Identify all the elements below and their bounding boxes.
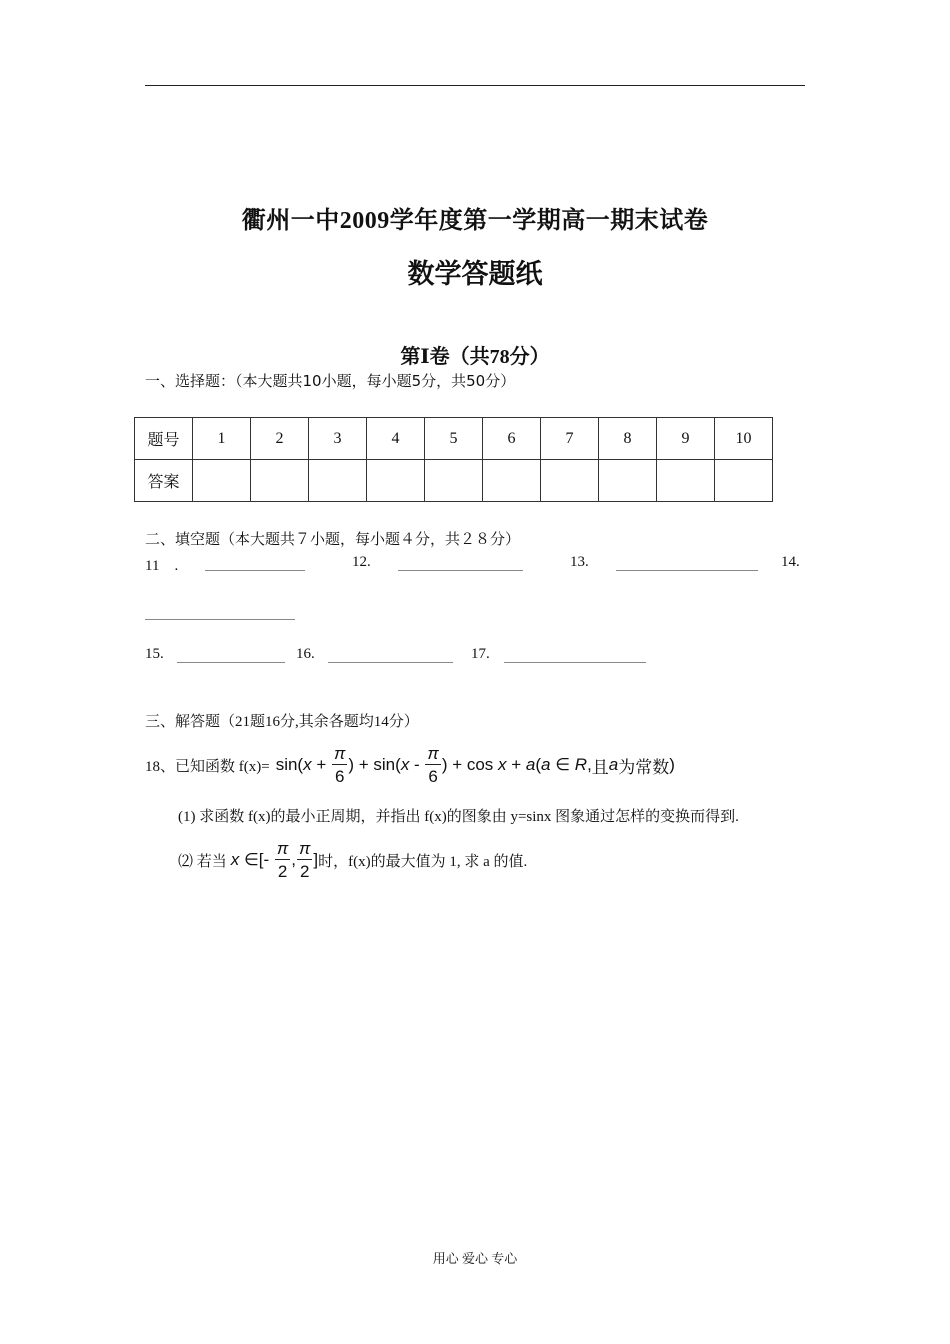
question-number-cell: 5: [425, 418, 483, 460]
answer-cell[interactable]: [193, 460, 251, 502]
table-row: [135, 418, 773, 460]
blank-label-15: 15.: [145, 646, 164, 662]
blank-12[interactable]: [398, 570, 523, 571]
question-number-cell: 2: [251, 418, 309, 460]
table-row: [135, 460, 773, 502]
answer-cell[interactable]: [309, 460, 367, 502]
q18-part2-suffix: 时，f(x)的最大值为 1, 求 a 的值.: [318, 853, 528, 870]
blank-13[interactable]: [616, 570, 758, 571]
q18-prefix: 18、已知函数 f(x)=: [145, 758, 270, 775]
answer-cell[interactable]: [541, 460, 599, 502]
question-number-cell: 4: [367, 418, 425, 460]
section3-heading: 三、解答题（21题16分,其余各题均14分）: [145, 714, 419, 730]
answer-cell[interactable]: [425, 460, 483, 502]
q18-part2-prefix: ⑵ 若当: [178, 853, 227, 870]
blank-15[interactable]: [177, 662, 285, 663]
blank-label-14: 14.: [781, 554, 800, 570]
question-18: [145, 745, 675, 785]
answer-cell[interactable]: [599, 460, 657, 502]
q18-part2: [178, 840, 527, 880]
answer-cell[interactable]: [657, 460, 715, 502]
question-number-cell: 8: [599, 418, 657, 460]
header-rule: [145, 85, 805, 86]
blank-11[interactable]: [205, 570, 305, 571]
footer: 用心 爱心 专心: [432, 1251, 518, 1266]
section1-heading: 一、选择题：（本大题共10小题，每小题5分，共50分）: [145, 372, 516, 390]
blank-label-17: 17.: [471, 646, 490, 662]
blank-label-11: 11 .: [145, 558, 179, 574]
blank-17[interactable]: [504, 662, 646, 663]
blank-14[interactable]: [145, 619, 295, 620]
answer-cell[interactable]: [367, 460, 425, 502]
answer-table: [134, 417, 773, 502]
answer-cell[interactable]: [715, 460, 773, 502]
question-number-cell: 1: [193, 418, 251, 460]
answer-sheet-title: 数学答题纸: [407, 259, 543, 289]
exam-title: 衢州一中2009学年度第一学期高一期末试卷: [241, 208, 709, 234]
question-number-cell: 6: [483, 418, 541, 460]
question-number-cell: 10: [715, 418, 773, 460]
answer-cell[interactable]: [251, 460, 309, 502]
part1-heading: 第Ⅰ卷（共78分）: [400, 346, 550, 368]
blank-label-12: 12.: [352, 554, 371, 570]
question-number-cell: 3: [309, 418, 367, 460]
blank-label-13: 13.: [570, 554, 589, 570]
blank-label-16: 16.: [296, 646, 315, 662]
table-header-cell: 答案: [135, 460, 193, 502]
q18-formula: sin( x + $\frac{\pi}{6}$ ) + sin( x - $\frac{\pi}{6}$ ) + cos x + a ( a ∈ R , 且 a 为常数 ): [275, 744, 675, 786]
blank-16[interactable]: [328, 662, 453, 663]
question-number-cell: 9: [657, 418, 715, 460]
section2-heading: 二、填空题（本大题共７小题，每小题４分，共２８分）: [145, 532, 521, 548]
q18-interval: x ∈[- $\frac{\pi}{2}$ , $\frac{\pi}{2}$ ]: [230, 839, 319, 881]
answer-cell[interactable]: [483, 460, 541, 502]
q18-part1: (1) 求函数 f(x)的最小正周期，并指出 f(x)的图象由 y=sinx 图象通过怎样的变换而得到.: [178, 809, 739, 825]
question-number-cell: 7: [541, 418, 599, 460]
table-header-cell: 题号: [135, 418, 193, 460]
